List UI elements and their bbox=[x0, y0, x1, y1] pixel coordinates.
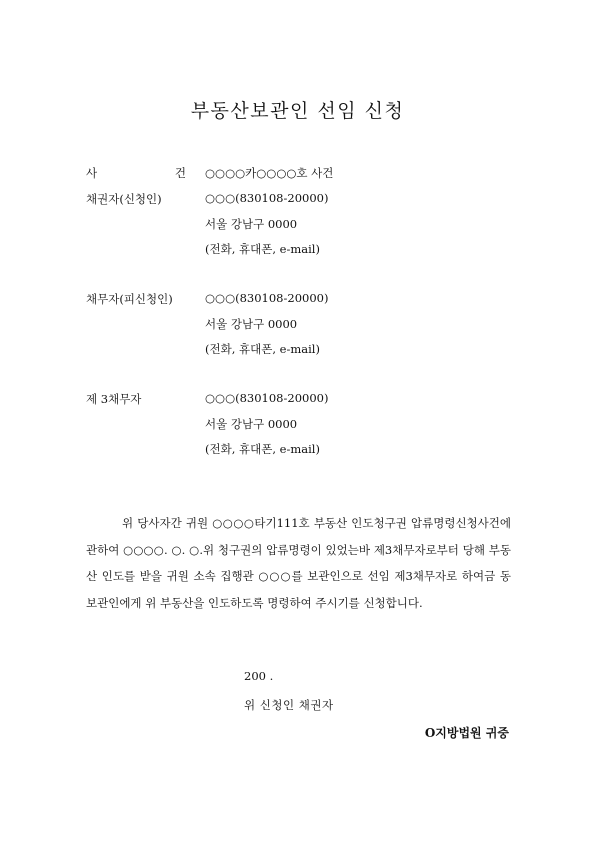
third-debtor-address: 서울 강남구 0000 bbox=[205, 417, 298, 431]
creditor-address: 서울 강남구 0000 bbox=[205, 217, 298, 231]
signer-line: 위 신청인 채권자 bbox=[244, 698, 334, 712]
third-debtor-contact: (전화, 휴대폰, e-mail) bbox=[205, 442, 320, 456]
document-title: 부동산보관인 선임 신청 bbox=[190, 100, 405, 122]
court-addressee: O지방법원 귀중 bbox=[424, 726, 509, 740]
debtor-label: 채무자(피신청인) bbox=[86, 292, 173, 306]
application-body: 위 당사자간 귀원 ○○○○타기111호 부동산 인도청구권 압류명령신청사건에 관하여 ○○○○. ○. ○.위 청구권의 압류명령이 있었는바 제3채무자로부터 당해 부동산 인도를 받을 귀원 소속 집행관 ○○○를 보관인으로 선임 제3채무자로 하여금 동 보관인에게 위 부동산을 인도하도록 명령하여 주시기를 신청합니다. bbox=[86, 516, 511, 610]
case-value: ○○○○카○○○○호 사건 bbox=[205, 166, 334, 180]
debtor-contact: (전화, 휴대폰, e-mail) bbox=[205, 342, 320, 356]
debtor-address: 서울 강남구 0000 bbox=[205, 317, 298, 331]
case-label-left: 사 bbox=[86, 166, 98, 180]
creditor-label: 채권자(신청인) bbox=[86, 192, 162, 206]
application-date: 200 . bbox=[244, 669, 274, 683]
third-debtor-name: ○○○(830108-20000) bbox=[205, 391, 329, 405]
creditor-name: ○○○(830108-20000) bbox=[205, 191, 329, 205]
debtor-name: ○○○(830108-20000) bbox=[205, 291, 329, 305]
third-debtor-label: 제 3채무자 bbox=[86, 392, 142, 406]
case-label-right: 건 bbox=[174, 166, 186, 180]
case-label bbox=[86, 165, 186, 181]
creditor-contact: (전화, 휴대폰, e-mail) bbox=[205, 242, 320, 256]
